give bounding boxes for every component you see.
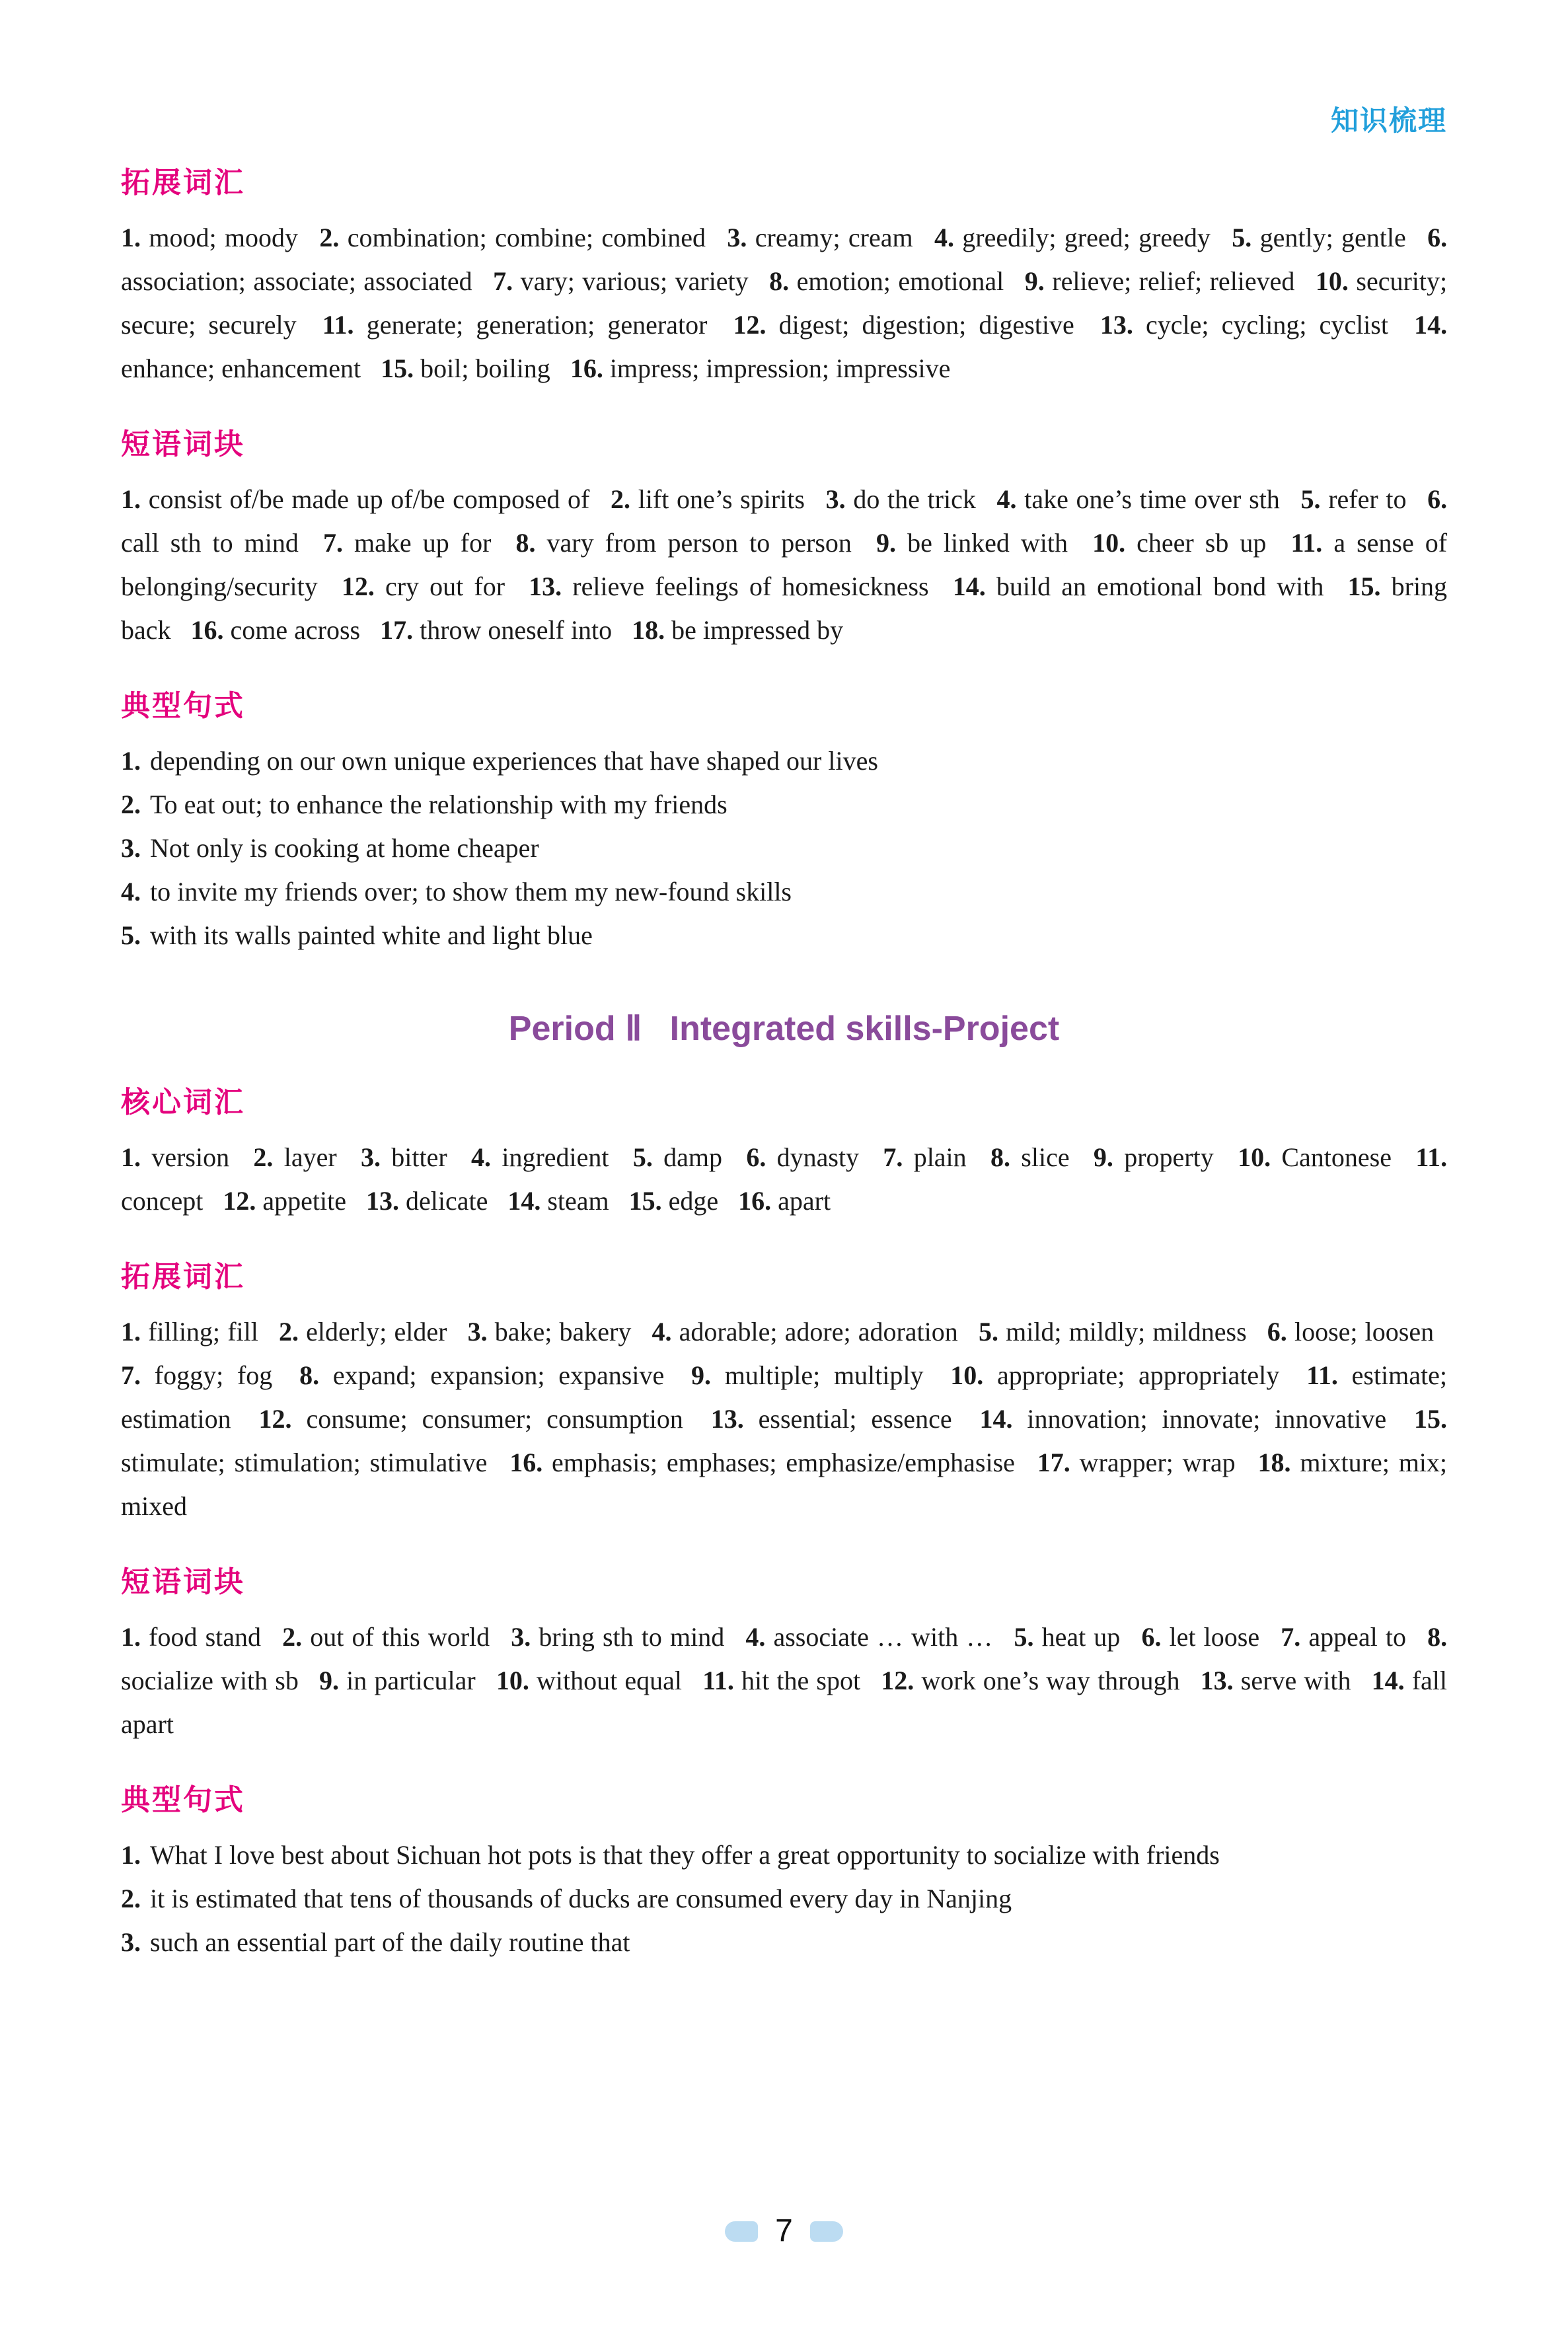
item-text: cry out for [385,572,505,601]
vocab-list [121,1136,1447,1223]
item-number: 15. [1414,1404,1448,1434]
item-text: mild; mildly; mildness [1006,1317,1247,1347]
item-number: 11. [1415,1142,1448,1172]
item-number: 4. [996,484,1017,514]
item-text: To eat out; to enhance the relationship with my friends [150,790,728,819]
sentence-item [121,914,1447,957]
item-text: food stand [149,1622,261,1652]
item-text: innovation; innovate; innovative [1027,1404,1387,1434]
item-number: 9. [876,528,896,558]
item-text: elderly; elder [306,1317,447,1347]
section-heading: 拓展词汇 [121,1261,245,1293]
item-text: appetite [262,1186,346,1216]
item-number: 13. [1200,1666,1234,1695]
item-number: 10. [1238,1142,1271,1172]
sentence-item [121,1877,1447,1921]
item-text: it is estimated that tens of thousands of ducks are consumed every day in Nanjing [150,1884,1012,1913]
item-text: estimate; estimation [121,1360,1448,1434]
item-text: version [151,1142,230,1172]
footer [0,2215,1568,2247]
item-number: 11. [322,310,354,340]
item-number: 18. [1257,1448,1291,1477]
item-number: 16. [190,615,224,645]
item-text: Not only is cooking at home cheaper [150,833,539,863]
item-number: 13. [1100,310,1133,340]
item-text: do the trick [853,484,976,514]
item-number: 10. [496,1666,529,1695]
item-text: association; associate; associated [121,266,472,296]
item-text: steam [547,1186,609,1216]
item-text: bake; bakery [494,1317,632,1347]
item-text: refer to [1328,484,1407,514]
item-number: 7. [883,1142,903,1172]
item-text: impress; impression; impressive [609,353,951,383]
item-text: out of this world [310,1622,490,1652]
item-number: 12. [223,1186,256,1216]
item-text: multiple; multiply [724,1360,924,1390]
item-number: 4. [745,1622,766,1652]
item-text: be linked with [907,528,1068,558]
item-number: 1. [121,1142,141,1172]
item-text: generate; generation; generator [366,310,708,340]
item-text: security; secure; securely [121,266,1448,340]
item-number: 5. [978,1317,998,1347]
item-number: 7. [322,528,343,558]
item-text: take one’s time over sth [1024,484,1280,514]
item-number: 13. [365,1186,399,1216]
item-text: What I love best about Sichuan hot pots is that they offer a great opportunity to socialize with friends [150,1840,1220,1870]
item-number: 11. [1306,1360,1338,1390]
item-text: adorable; adore; adoration [679,1317,958,1347]
item-text: come across [230,615,361,645]
item-text: consist of/be made up of/be composed of [148,484,590,514]
item-text: without equal [536,1666,682,1695]
item-number: 6. [746,1142,766,1172]
item-text: associate … with … [773,1622,993,1652]
period-title: Integrated skills-Project [669,1010,1060,1048]
section-heading: 典型句式 [121,1784,245,1816]
item-number: 9. [1093,1142,1113,1172]
vocab-list [121,1615,1447,1746]
item-text: heat up [1041,1622,1121,1652]
item-text: slice [1021,1142,1070,1172]
item-number: 15. [628,1186,662,1216]
item-text: fall apart [121,1666,1448,1739]
section-heading: 核心词汇 [121,1086,245,1119]
item-text: in particular [346,1666,476,1695]
item-number: 1. [121,1622,141,1652]
item-text: delicate [405,1186,488,1216]
item-number: 9. [1024,266,1045,296]
item-text: layer [283,1142,337,1172]
item-text: combination; combine; combined [347,223,706,252]
item-number: 17. [380,615,414,645]
item-number: 7. [121,1360,141,1390]
item-number: 14. [507,1186,541,1216]
item-text: make up for [354,528,492,558]
item-number: 18. [632,615,665,645]
item-number: 10. [1315,266,1349,296]
item-number: 12. [258,1404,292,1434]
item-text: to invite my friends over; to show them my new-found skills [150,877,792,906]
item-number: 2. [121,790,141,819]
item-number: 2. [279,1317,299,1347]
vocab-list [121,478,1447,652]
item-number: 7. [1281,1622,1301,1652]
sentence-item [121,827,1447,870]
item-text: Cantonese [1281,1142,1392,1172]
item-text: build an emotional bond with [996,572,1324,601]
item-text: greedily; greed; greedy [962,223,1211,252]
item-text: edge [668,1186,719,1216]
sentence-item [121,1833,1447,1877]
item-text: emphasis; emphases; emphasize/emphasise [552,1448,1015,1477]
item-number: 16. [738,1186,772,1216]
section-heading: 短语词块 [121,428,245,461]
item-number: 14. [979,1404,1013,1434]
item-number: 6. [1427,223,1448,252]
item-number: 2. [611,484,631,514]
item-text: expand; expansion; expansive [332,1360,665,1390]
item-number: 8. [1427,1622,1448,1652]
item-number: 10. [950,1360,984,1390]
sentence-list [121,739,1447,957]
item-number: 15. [381,353,414,383]
footer-pill-left-icon [725,2221,758,2242]
item-number: 9. [319,1666,340,1695]
item-text: work one’s way through [921,1666,1180,1695]
page-number: 7 [775,2213,793,2248]
item-text: apart [778,1186,831,1216]
item-number: 5. [121,920,141,950]
item-number: 4. [652,1317,672,1347]
item-text: boil; boiling [420,353,550,383]
item-text: depending on our own unique experiences that have shaped our lives [150,746,878,776]
item-number: 3. [511,1622,531,1652]
item-number: 3. [727,223,747,252]
item-number: 2. [319,223,340,252]
item-text: wrapper; wrap [1079,1448,1236,1477]
item-text: such an essential part of the daily routine that [150,1927,630,1957]
item-number: 5. [1014,1622,1034,1652]
item-number: 6. [1141,1622,1162,1652]
item-text: vary from person to person [546,528,852,558]
item-text: a sense of belonging/security [121,528,1448,601]
item-number: 12. [733,310,766,340]
item-text: ingredient [502,1142,609,1172]
item-number: 3. [360,1142,381,1172]
item-number: 5. [1232,223,1252,252]
period-heading [121,1009,1447,1049]
item-number: 15. [1347,572,1381,601]
item-text: creamy; cream [755,223,913,252]
sentence-list [121,1833,1447,1964]
vocab-list [121,216,1447,390]
item-number: 16. [509,1448,543,1477]
item-text: cycle; cycling; cyclist [1146,310,1388,340]
period-label: Period Ⅱ [508,1010,642,1048]
item-number: 6. [1267,1317,1287,1347]
item-text: throw oneself into [420,615,613,645]
item-number: 1. [121,1317,141,1347]
item-number: 6. [1427,484,1448,514]
item-text: dynasty [776,1142,860,1172]
item-number: 7. [493,266,513,296]
section-heading: 典型句式 [121,690,245,722]
item-number: 3. [121,1927,141,1957]
section-heading: 短语词块 [121,1566,245,1598]
item-text: call sth to mind [121,528,299,558]
section-heading: 拓展词汇 [121,166,245,199]
item-number: 1. [121,484,141,514]
item-text: plain [913,1142,967,1172]
item-number: 13. [710,1404,744,1434]
item-text: let loose [1169,1622,1260,1652]
item-text: appeal to [1308,1622,1406,1652]
item-text: digest; digestion; digestive [778,310,1074,340]
footer-pill-right-icon [810,2221,843,2242]
item-text: consume; consumer; consumption [306,1404,683,1434]
item-number: 3. [825,484,846,514]
item-number: 14. [1371,1666,1405,1695]
item-text: damp [663,1142,722,1172]
item-number: 4. [471,1142,492,1172]
item-number: 5. [632,1142,653,1172]
sentence-item [121,1921,1447,1964]
item-text: vary; various; variety [520,266,749,296]
item-number: 2. [253,1142,274,1172]
item-text: hit the spot [741,1666,861,1695]
item-number: 1. [121,746,141,776]
item-number: 14. [952,572,986,601]
item-text: lift one’s spirits [638,484,805,514]
item-text: socialize with sb [121,1666,299,1695]
item-text: bitter [391,1142,447,1172]
item-text: mixture; mix; mixed [121,1448,1448,1521]
item-number: 8. [769,266,790,296]
item-text: with its walls painted white and light blue [150,920,593,950]
corner-tag: 知识梳理 [1330,105,1447,136]
item-number: 11. [1290,528,1323,558]
item-number: 12. [881,1666,915,1695]
item-number: 4. [121,877,141,906]
item-text: property [1124,1142,1214,1172]
item-text: enhance; enhancement [121,353,361,383]
item-text: essential; essence [758,1404,952,1434]
item-text: stimulate; stimulation; stimulative [121,1448,488,1477]
sentence-item [121,739,1447,783]
item-number: 1. [121,223,141,252]
item-text: relieve; relief; relieved [1052,266,1295,296]
item-number: 3. [121,833,141,863]
item-text: cheer sb up [1137,528,1267,558]
item-text: concept [121,1186,204,1216]
item-text: emotion; emotional [796,266,1004,296]
item-text: foggy; fog [154,1360,273,1390]
item-number: 4. [934,223,954,252]
item-number: 5. [1300,484,1321,514]
item-text: serve with [1240,1666,1351,1695]
item-number: 1. [121,1840,141,1870]
item-number: 14. [1414,310,1448,340]
item-number: 8. [990,1142,1010,1172]
item-text: bring sth to mind [539,1622,725,1652]
item-number: 3. [467,1317,488,1347]
item-number: 16. [570,353,603,383]
item-number: 11. [702,1666,734,1695]
item-text: appropriate; appropriately [997,1360,1280,1390]
item-text: mood; moody [149,223,299,252]
item-number: 10. [1092,528,1126,558]
item-text: gently; gentle [1259,223,1406,252]
vocab-list [121,1310,1447,1528]
item-text: be impressed by [671,615,844,645]
sentence-item [121,783,1447,827]
item-text: filling; fill [148,1317,258,1347]
item-number: 2. [282,1622,303,1652]
sentence-item [121,870,1447,914]
item-text: relieve feelings of homesickness [572,572,929,601]
item-number: 2. [121,1884,141,1913]
item-number: 17. [1037,1448,1070,1477]
item-number: 8. [299,1360,320,1390]
item-number: 8. [515,528,536,558]
item-text: loose; loosen [1294,1317,1435,1347]
item-number: 9. [691,1360,711,1390]
item-number: 12. [341,572,375,601]
item-number: 13. [529,572,562,601]
item-text: bring back [121,572,1448,645]
